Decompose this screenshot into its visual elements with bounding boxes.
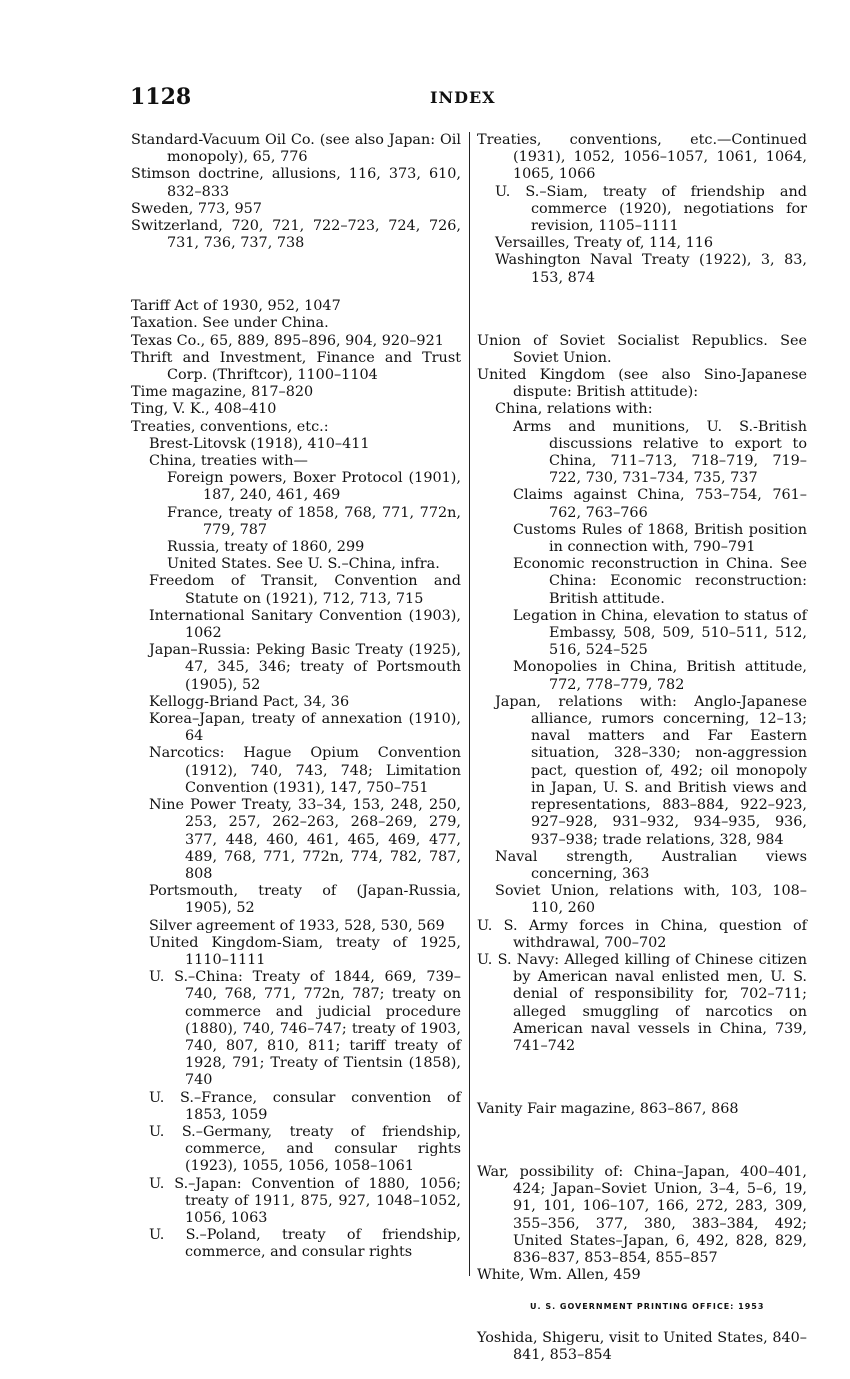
index-entry: Tariff Act of 1930, 952, 1047 xyxy=(131,298,341,315)
page-number: 1128 xyxy=(130,84,192,110)
index-entry: U. S. Navy: Alleged killing of Chinese citizen by American naval enlisted men, U. S. denial of responsibility for, 702–711; alleged smuggling of narcotics on American naval vessels in China, 739, 741–742 xyxy=(477,951,807,1054)
index-entry: White, Wm. Allen, 459 xyxy=(477,1267,641,1284)
index-subentry: International Sanitary Convention (1903), 1062 xyxy=(149,607,461,642)
section-gap xyxy=(477,1070,807,1087)
index-subentry: Portsmouth, treaty of (Japan-Russia, 1905), 52 xyxy=(149,883,461,917)
index-column-right xyxy=(477,132,807,1365)
index-subentry: Korea–Japan, treaty of annexation (1910), 64 xyxy=(149,711,461,745)
index-subentry: Customs Rules of 1868, British position in connection with, 790–791 xyxy=(513,521,807,556)
index-subentry: France, treaty of 1858, 768, 771, 772n, 779, 787 xyxy=(167,504,461,538)
index-entry: Time magazine, 817–820 xyxy=(131,384,314,401)
index-subentry: Monopolies in China, British attitude, 772, 778–779, 782 xyxy=(513,659,807,693)
index-entry: Treaties, conventions, etc.—Continued (1931), 1052, 1056–1057, 1061, 1064, 1065, 1066 xyxy=(477,132,807,183)
index-entry: Treaties, conventions, etc.: xyxy=(131,418,329,435)
index-subentry: Japan, relations with: Anglo-Japanese alliance, rumors concerning, 12–13; naval matters and Far Eastern situation, 328–330; non-aggression pact, question of, 492; oil monopoly in Japan, U. S. and British views and representations, 883–884, 922–923, 927–928, 931–932, 934–935, 936, 937–938; trade relations, 328, 984 xyxy=(495,693,807,848)
index-subentry: Narcotics: Hague Opium Convention (1912), 740, 743, 748; Limitation Convention (1931), 147, 750–751 xyxy=(149,745,461,796)
index-entry: United Kingdom (see also Sino-Japanese dispute: British attitude): xyxy=(477,367,807,401)
section-gap xyxy=(477,1133,807,1150)
index-entry: Union of Soviet Socialist Republics. See Soviet Union. xyxy=(477,332,807,366)
index-subentry: Legation in China, elevation to status of Embassy, 508, 509, 510–511, 512, 516, 524–525 xyxy=(513,607,807,659)
index-subentry: Brest-Litovsk (1918), 410–411 xyxy=(149,435,370,452)
index-column-left xyxy=(131,132,461,1262)
index-entry: Vanity Fair magazine, 863–867, 868 xyxy=(477,1100,739,1117)
index-subentry: U. S.–Germany, treaty of friendship, commerce, and consular rights (1923), 1055, 1056, 1058–1061 xyxy=(149,1123,461,1175)
index-entry: Taxation. See under China. xyxy=(131,315,329,332)
index-entry: Sweden, 773, 957 xyxy=(131,200,262,217)
index-subentry: Nine Power Treaty, 33–34, 153, 248, 250, 253, 257, 262–263, 268–269, 279, 377, 448, 460, 461, 465, 469, 477, 489, 768, 771, 772n, 774, 782, 787, 808 xyxy=(149,797,461,882)
index-subentry: Foreign powers, Boxer Protocol (1901), 187, 240, 461, 469 xyxy=(167,470,461,504)
page-header xyxy=(130,84,810,114)
index-subentry: China, treaties with— xyxy=(149,453,308,470)
index-entry: U. S. Army forces in China, question of withdrawal, 700–702 xyxy=(477,917,807,951)
page-title: INDEX xyxy=(430,88,496,107)
index-subentry: U. S.–China: Treaty of 1844, 669, 739–740, 768, 771, 772n, 787; treaty on commerce and judicial procedure (1880), 740, 746–747; treaty of 1903, 740, 807, 810, 811; tariff treaty of 1928, 791; Treaty of Tientsin (1858), 740 xyxy=(149,969,461,1089)
index-entry: Switzerland, 720, 721, 722–723, 724, 726, 731, 736, 737, 738 xyxy=(131,218,461,252)
index-subentry: U. S.–Poland, treaty of friendship, commerce, and consular rights xyxy=(149,1227,461,1261)
index-subentry: United Kingdom-Siam, treaty of 1925, 1110–1111 xyxy=(149,934,461,968)
index-entry: War, possibility of: China–Japan, 400–401, 424; Japan–Soviet Union, 3–4, 5–6, 19, 91, 101, 106–107, 166, 272, 283, 309, 355–356, 377, 380, 383–384, 492; United States–Japan, 6, 492, 828, 829, 836–837, 853–854, 855–857 xyxy=(477,1163,807,1266)
index-entry: Texas Co., 65, 889, 895–896, 904, 920–921 xyxy=(131,332,444,349)
section-gap xyxy=(131,267,461,284)
index-entry: Standard-Vacuum Oil Co. (see also Japan: Oil monopoly), 65, 776 xyxy=(131,132,461,166)
index-subentry: U. S.–Japan: Convention of 1880, 1056; treaty of 1911, 875, 927, 1048–1052, 1056, 1063 xyxy=(149,1175,461,1226)
index-subentry: China, relations with: xyxy=(495,401,653,418)
column-divider xyxy=(469,132,470,1276)
index-entry: Stimson doctrine, allusions, 116, 373, 610, 832–833 xyxy=(131,166,461,200)
index-subentry: Arms and munitions, U. S.-British discussions relative to export to China, 711–713, 718–719, 719–722, 730, 731–734, 735, 737 xyxy=(513,418,807,487)
index-subentry: Economic reconstruction in China. See China: Economic reconstruction: British attitude. xyxy=(513,556,807,607)
index-subentry: U. S.–France, consular convention of 1853, 1059 xyxy=(149,1089,461,1123)
index-subentry: Russia, treaty of 1860, 299 xyxy=(167,539,365,556)
index-subentry: Versailles, Treaty of, 114, 116 xyxy=(495,235,714,252)
index-subentry: Kellogg-Briand Pact, 34, 36 xyxy=(149,693,350,710)
index-subentry: U. S.–Siam, treaty of friendship and commerce (1920), negotiations for revision, 1105–1111 xyxy=(495,183,807,235)
index-entry: Ting, V. K., 408–410 xyxy=(131,401,277,418)
index-entry: Thrift and Investment, Finance and Trust Corp. (Thriftcor), 1100–1104 xyxy=(131,349,461,384)
section-gap xyxy=(477,301,807,318)
index-subentry: Freedom of Transit, Convention and Statute on (1921), 712, 713, 715 xyxy=(149,573,461,607)
index-subentry: United States. See U. S.–China, infra. xyxy=(167,556,440,573)
index-subentry: Japan–Russia: Peking Basic Treaty (1925), 47, 345, 346; treaty of Portsmouth (1905), 52 xyxy=(149,642,461,693)
index-subentry: Naval strength, Australian views concerning, 363 xyxy=(495,848,807,882)
index-subentry: Silver agreement of 1933, 528, 530, 569 xyxy=(149,917,445,934)
index-entry: Yoshida, Shigeru, visit to United States, 840–841, 853–854 xyxy=(477,1330,807,1364)
printer-imprint: U. S. GOVERNMENT PRINTING OFFICE: 1953 xyxy=(530,1302,765,1311)
index-subentry: Claims against China, 753–754, 761–762, 763–766 xyxy=(513,487,807,521)
index-subentry: Soviet Union, relations with, 103, 108–110, 260 xyxy=(495,883,807,917)
index-subentry: Washington Naval Treaty (1922), 3, 83, 153, 874 xyxy=(495,252,807,286)
